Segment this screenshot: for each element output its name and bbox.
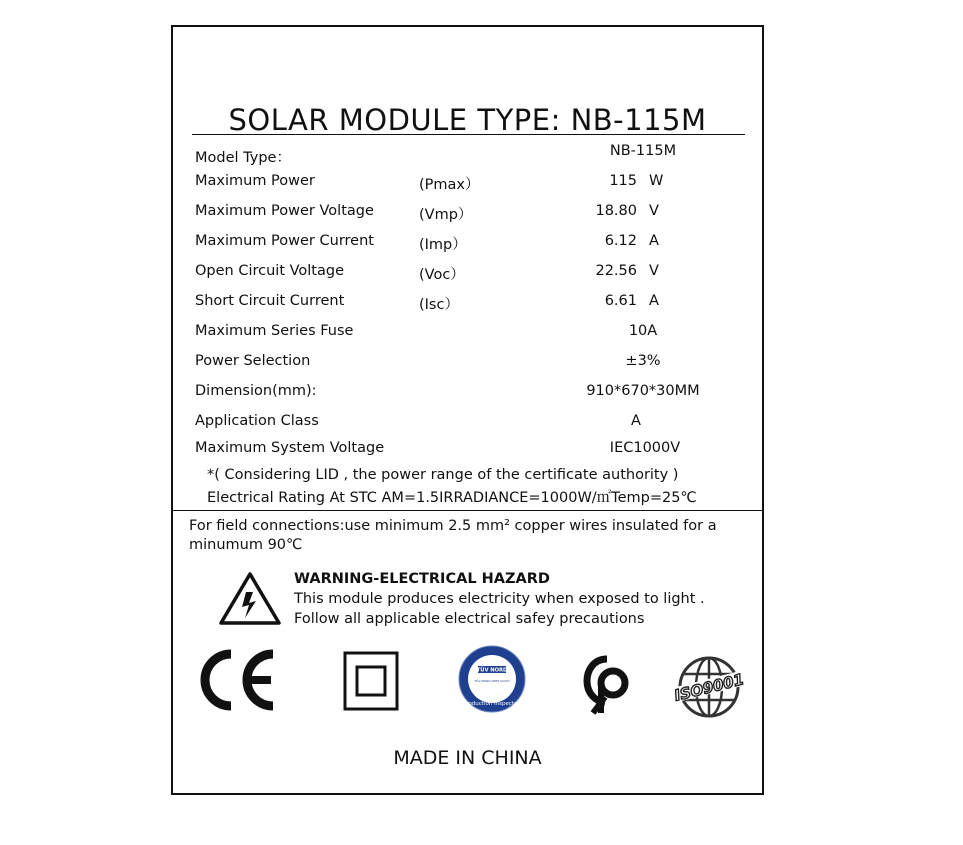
stc-note: Electrical Rating At STC AM=1.5IRRADIANCE=1000W/㎡Temp=25℃	[207, 490, 697, 506]
spec-unit: W	[649, 173, 664, 189]
spec-value: NB-115M	[609, 143, 677, 159]
spec-row	[173, 173, 762, 193]
spec-value: 910*670*30MM	[586, 383, 700, 399]
tuv-nord-seal-icon	[457, 644, 527, 714]
spec-value: 10A	[628, 323, 658, 339]
spec-unit: A	[649, 293, 659, 309]
divider	[173, 510, 762, 511]
spec-unit: V	[649, 263, 659, 279]
tuv-small-text: TÜV NORD CERT GmbH	[474, 679, 510, 683]
divider	[192, 134, 745, 135]
field-connections-text: For field connections:use minimum 2.5 mm² copper wires insulated for a minumum 90℃	[189, 518, 717, 553]
spec-name: Model Type：	[195, 150, 291, 166]
spec-symbol: (Vmp）	[419, 207, 473, 223]
made-in-text: MADE IN CHINA	[393, 747, 542, 769]
spec-row-model	[173, 143, 762, 166]
spec-symbol: (Pmax）	[419, 177, 480, 193]
lid-note: *( Considering LID , the power range of the certificate authority )	[207, 467, 679, 483]
tuv-brand-text: TÜV NORD	[476, 667, 508, 674]
spec-value: 115	[609, 173, 637, 189]
spec-value: IEC1000V	[609, 440, 681, 456]
spec-name: Application Class	[195, 413, 319, 429]
spec-value: 6.61	[604, 293, 637, 309]
spec-name: Open Circuit Voltage	[195, 263, 345, 279]
ce-mark-icon	[195, 648, 279, 712]
spec-value: 6.12	[604, 233, 637, 249]
iso-text: ISO9001	[672, 670, 746, 705]
spec-row	[173, 293, 762, 313]
spec-row	[173, 203, 762, 223]
warning-line: Follow all applicable electrical safey precautions	[294, 611, 645, 627]
spec-row	[173, 323, 762, 343]
spec-name: Maximum Power Current	[195, 233, 374, 249]
spec-symbol: (Imp）	[419, 237, 467, 253]
spec-value: A	[631, 413, 641, 429]
spec-value: 22.56	[595, 263, 637, 279]
spec-name: Maximum System Voltage	[195, 440, 385, 456]
page-title: SOLAR MODULE TYPE: NB-115M	[228, 103, 707, 137]
electrical-hazard-icon	[218, 570, 282, 626]
spec-unit: V	[649, 203, 659, 219]
spec-name: Short Circuit Current	[195, 293, 345, 309]
spec-row	[173, 383, 762, 403]
solar-module-label	[171, 25, 764, 795]
spec-unit: A	[649, 233, 659, 249]
warning-title: WARNING-ELECTRICAL HAZARD	[294, 571, 550, 587]
spec-row	[173, 233, 762, 253]
spec-name: Maximum Series Fuse	[195, 323, 354, 339]
spec-row	[173, 413, 762, 433]
spec-symbol: (Voc）	[419, 267, 465, 283]
warning-line: This module produces electricity when exposed to light .	[294, 591, 705, 607]
spec-name: Maximum Power Voltage	[195, 203, 374, 219]
spec-row	[173, 353, 762, 373]
spec-name: Dimension(mm):	[195, 383, 317, 399]
spec-name: Power Selection	[195, 353, 311, 369]
iso9001-globe-icon	[669, 654, 749, 720]
spec-value: ±3%	[625, 353, 661, 369]
spec-name: Maximum Power	[195, 173, 315, 189]
cp-mark-icon	[583, 653, 635, 715]
spec-row	[173, 263, 762, 283]
spec-symbol: (Isc）	[419, 297, 459, 313]
spec-row	[173, 440, 762, 460]
spec-value: 18.80	[595, 203, 637, 219]
tuv-ring-text: Production inspected	[463, 701, 521, 707]
double-insulation-icon	[343, 651, 399, 711]
